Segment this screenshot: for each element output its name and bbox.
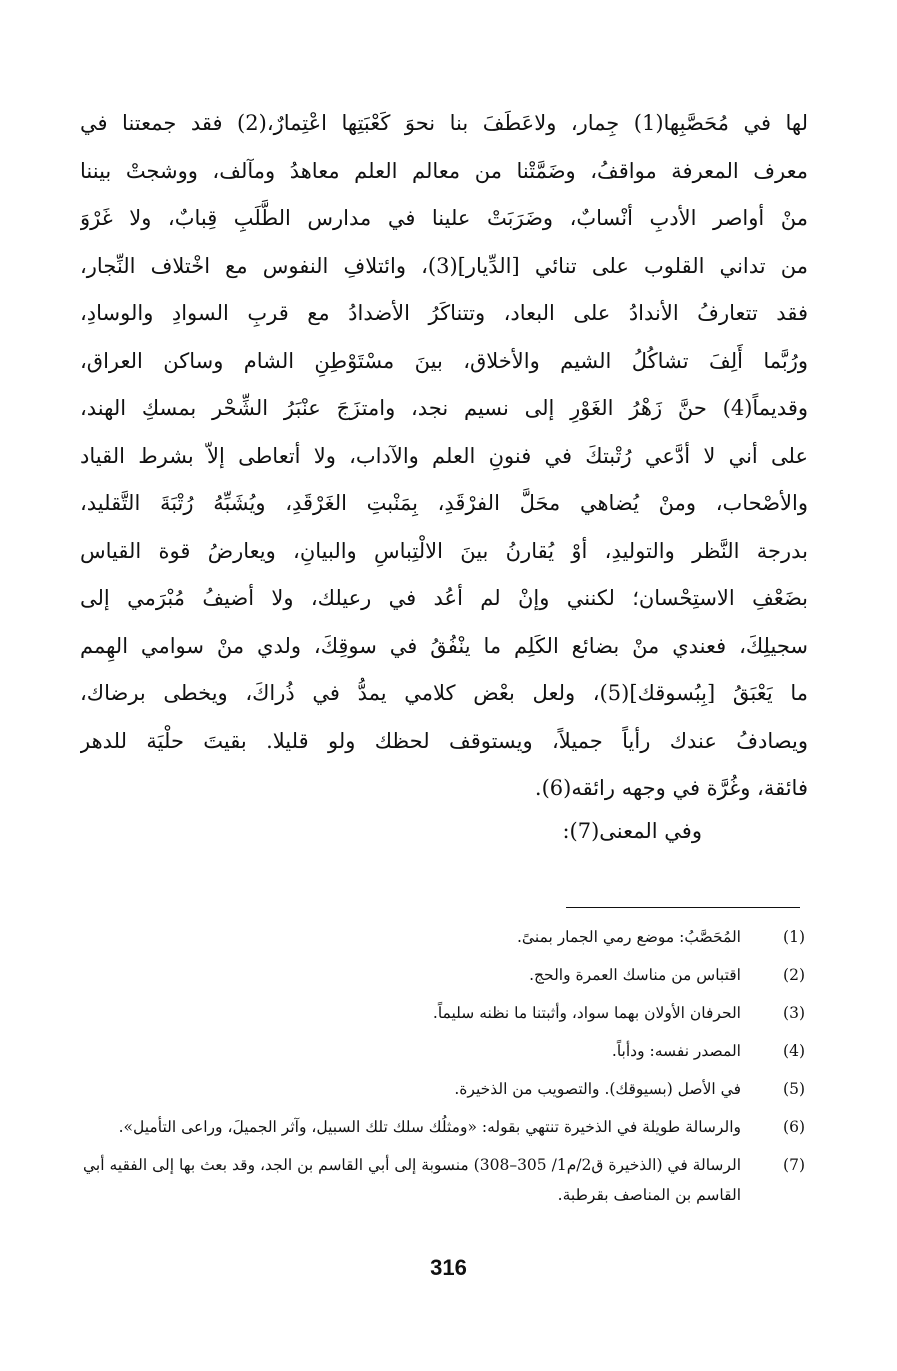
footnote-number: (2) bbox=[783, 966, 805, 984]
text-line: بدرجة النَّظر والتوليدِ، أوْ يُقارنُ بينَ الالْتِباسِ والبيانِ، ويعارضُ قوة القياس bbox=[80, 538, 808, 563]
text-line: منْ أواصر الأدبِ أنْسابٌ، وضَرَبَتْ علينا في مدارس الطَّلَبِ قِبابٌ، ولا غَرْوَ bbox=[80, 206, 808, 230]
footnote-text: الحرفان الأولان بهما سواد، وأثبتنا ما نظنه سليماً. bbox=[432, 1004, 741, 1022]
footnote bbox=[75, 922, 805, 952]
footnote-text: في الأصل (بسيوقك). والتصويب من الذخيرة. bbox=[454, 1080, 741, 1098]
footnote bbox=[75, 1036, 805, 1066]
text-line: ورُبَّما أَلِفَ تشاكُلُ الشيم والأخلاق، بينَ مسْتَوْطِنِ الشام وساكن العراق، bbox=[80, 348, 808, 373]
footnote-number: (7) bbox=[783, 1156, 805, 1174]
footnote bbox=[75, 1150, 805, 1210]
footnote bbox=[75, 1074, 805, 1104]
text-line: على أني لا أدَّعي رُتْبتكَ في فنونِ العلم والآداب، ولا أتعاطى إلاّ بشرط القياد bbox=[80, 443, 808, 468]
footnote-number: (5) bbox=[783, 1080, 805, 1098]
footnote-text: المُحَصَّبُ: موضع رمي الجمار بمنىً. bbox=[516, 928, 741, 946]
text-line: ما يَعْبَقُ [بِبُسوقك](5)، ولعل بعْض كلامي يمدُّ في ذُراكَ، ويخطى برضاك، bbox=[80, 681, 808, 705]
text-line: وقديماً(4) حنَّ زَهْرُ الغَوْرِ إلى نسيم نجد، وامتزَجَ عنْبَرُ الشِّحْر بمسكِ الهند، bbox=[80, 396, 808, 420]
text-line: والأصْحاب، ومنْ يُضاهي محَلَّ الفرْقَدِ، بِمَنْبتِ الغَرْقَدِ، ويُشَبِّهُ رُتْبَةَ التَّقليد، bbox=[80, 491, 808, 515]
text-line: فائقة، وغُرَّة في وجهه رائقه(6). bbox=[534, 776, 808, 800]
footnote-number: (4) bbox=[783, 1042, 805, 1060]
subheading: وفي المعنى(7): bbox=[562, 819, 702, 843]
text-line: من تداني القلوب على تنائي [الدِّيار](3)، وائتلافِ النفوس مع اخْتلاف النِّجار، bbox=[80, 253, 808, 278]
text-line: لها في مُحَصَّبِها(1) جِمار، ولاعَطَفَ بنا نحوَ كَعْبَتِها اعْتِمارٌ،(2) فقد جمعتنا في bbox=[80, 111, 808, 135]
footnote bbox=[75, 998, 805, 1028]
footnote bbox=[75, 960, 805, 990]
footnotes bbox=[75, 922, 805, 1218]
text-line: ويصادفُ عندك رأياً جميلاً، ويستوقف لحظك ولو قليلا. بقيتَ حلْيَة للدهر bbox=[80, 728, 808, 753]
footnote-text: والرسالة طويلة في الذخيرة تنتهي بقوله: «ومثلُك سلك تلك السبيل، وآثر الجميلَ، وراعى التأميل». bbox=[118, 1118, 741, 1136]
page-number: 316 bbox=[430, 1255, 467, 1280]
main-text bbox=[80, 100, 808, 813]
footnote bbox=[75, 1112, 805, 1142]
footnote-number: (3) bbox=[783, 1004, 805, 1022]
text-line: معرف المعرفة مواقفُ، وضَمَّتْنا من معالم العلم معاهدُ ومآلف، ووشجتْ بيننا bbox=[80, 158, 808, 183]
footnote-separator bbox=[566, 907, 800, 908]
footnote-text: الرسالة في (الذخيرة ق2/م1/ 305–308) منسوبة إلى أبي القاسم بن الجد، وقد بعث بها إلى الفقيه أبي القاسم بن المناصف بقرطبة. bbox=[83, 1156, 741, 1204]
footnote-number: (1) bbox=[783, 928, 805, 946]
footnote-text: المصدر نفسه: ودأباً. bbox=[611, 1042, 741, 1060]
text-line: بضَعْفِ الاستِحْسان؛ لكنني وإنْ لم أعُد في رعيلك، ولا أضيفُ مُبْرَمي إلى bbox=[80, 586, 808, 610]
text-line: سجيلِكَ، فعندي منْ بضائع الكَلِم ما ينْفُقُ في سوقِكَ، ولدي منْ سوامي الهِمم bbox=[80, 633, 808, 658]
footnote-number: (6) bbox=[783, 1118, 805, 1136]
footnote-text: اقتباس من مناسك العمرة والحج. bbox=[529, 966, 741, 984]
text-line: فقد تتعارفُ الأندادُ على البعاد، وتتناكَرُ الأضدادُ مع قربِ السوادِ والوسادِ، bbox=[80, 301, 808, 325]
